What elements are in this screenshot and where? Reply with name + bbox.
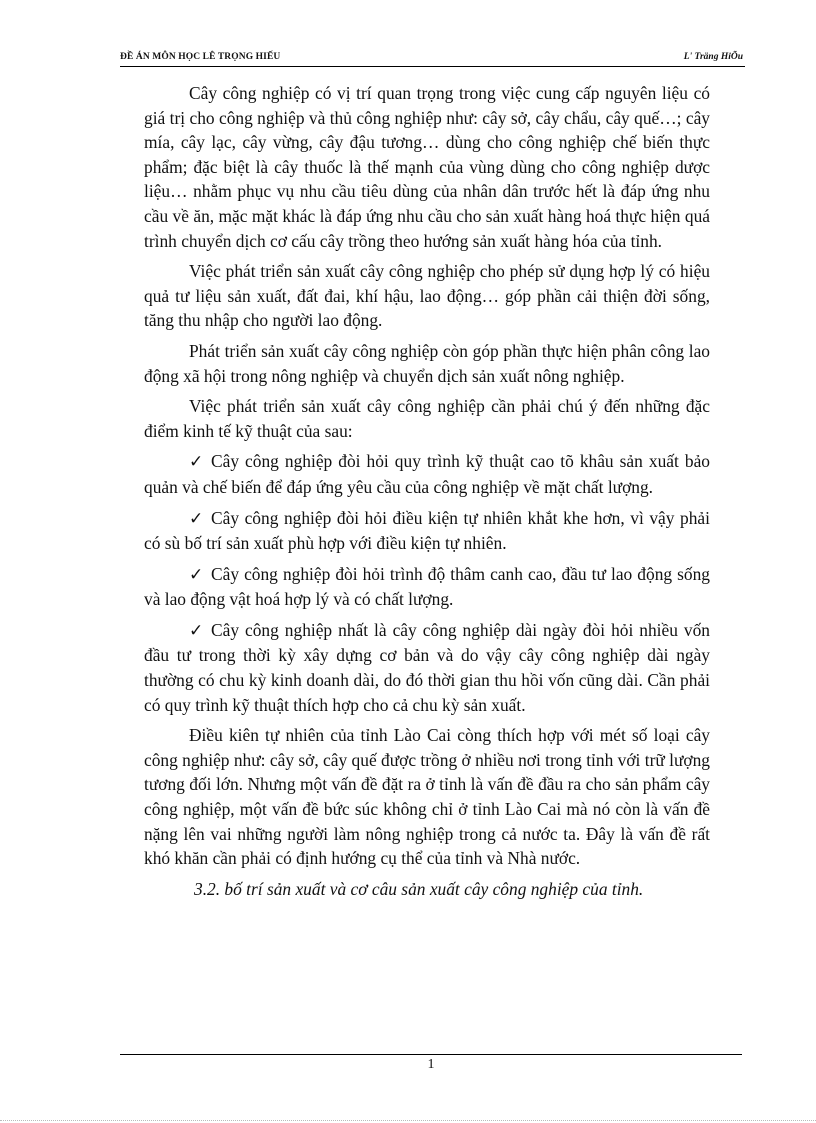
checkmark-icon: ✓ (189, 620, 204, 641)
page-edge (0, 1120, 816, 1121)
checkmark-icon: ✓ (189, 564, 204, 585)
check-item-text: Cây công nghiệp đòi hỏi trình độ thâm canh cao, đầu tư lao động sống và lao động vật hoá hợp lý và có chất lượng. (144, 563, 710, 610)
page-header (120, 50, 745, 67)
checkmark-icon: ✓ (189, 452, 204, 473)
checkmark-icon: ✓ (189, 508, 204, 529)
check-item-text: Cây công nghiệp đòi hỏi quy trình kỹ thuật cao tõ khâu sản xuất bảo quản và chế biến để đáp ứng yêu cầu của công nghiệp về mặt chất lượng. (144, 451, 710, 497)
paragraph: Việc phát triển sản xuất cây công nghiệp cần phải chú ý đến những đặc điểm kinh tế kỹ thuật của sau: (144, 396, 710, 441)
check-item (144, 449, 710, 499)
section-heading: 3.2. bố trí sản xuất và cơ câu sản xuất cây công nghiệp của tỉnh. (194, 878, 644, 899)
footer-divider (120, 1054, 742, 1055)
header-title: ĐỀ ÁN MÔN HỌC LÊ TRỌNG HIẾU (120, 52, 281, 62)
check-item-text: Cây công nghiệp nhất là cây công nghiệp dài ngày đòi hỏi nhiều vốn đầu tư trong thời kỳ xây dựng cơ bản và do vậy cây công nghiệp dài ngày thường có chu kỳ kinh doanh dài, do đó thời gian thu hồi vốn cũng dài. Cần phải có quy trình kỹ thuật thích hợp cho cả chu kỳ sản xuất. (144, 619, 710, 715)
check-item (144, 506, 710, 556)
paragraph: Điều kiên tự nhiên của tỉnh Lào Cai còng thích hợp với mét số loại cây công nghiệp như: cây sở, cây quế được trồng ở nhiều nơi trong tỉnh với trữ lượng tương đối lớn. Nhưng một vấn đề đặt ra ở tỉnh là vấn đề đầu ra cho sản phẩm cây công nghiệp, một vấn đề bức súc không chỉ ở tỉnh Lào Cai mà nó còn là vấn đề nặng lên vai những người làm nông nghiệp trong cả nước ta. Đây là vấn đề rất khó khăn cần phải có định hướng cụ thể của tỉnh và Nhà nước. (144, 725, 710, 869)
check-item-text: Cây công nghiệp đòi hỏi điều kiện tự nhiên khắt khe hơn, vì vậy phải có sù bố trí sản xuất phù hợp với điều kiện tự nhiên. (144, 507, 710, 554)
header-author: L' Träng HiÕu (683, 52, 743, 62)
page-number: 1 (427, 1057, 435, 1072)
paragraph: Việc phát triển sản xuất cây công nghiệp cho phép sử dụng hợp lý có hiệu quả tư liệu sản xuất, đất đai, khí hậu, lao động… góp phần cải thiện đời sống, tăng thu nhập cho người lao động. (144, 261, 710, 331)
paragraph: Cây công nghiệp có vị trí quan trọng trong việc cung cấp nguyên liệu có giá trị cho công nghiệp và thủ công nghiệp như: cây sở, cây chẩu, cây quế…; cây mía, cây lạc, cây vừng, cây đậu tương… dùng cho công nghiệp chế biến thực phẩm; đặc biệt là cây thuốc là thế mạnh của vùng dùng cho công nghiệp dược liệu… nhằm phục vụ nhu cầu tiêu dùng của nhân dân trước hết là đáp ứng nhu cầu về ăn, mặc mặt khác là đáp ứng nhu cầu cho sản xuất hàng hoá thực hiện quá trình chuyển dịch cơ cấu cây trồng theo hướng sản xuất hàng hóa của tỉnh. (144, 83, 710, 251)
document-body (144, 81, 710, 907)
paragraph: Phát triển sản xuất cây công nghiệp còn góp phần thực hiện phân công lao động xã hội trong nông nghiệp và chuyển dịch sản xuất nông nghiệp. (144, 340, 710, 386)
check-item (144, 618, 710, 717)
check-item (144, 562, 710, 612)
